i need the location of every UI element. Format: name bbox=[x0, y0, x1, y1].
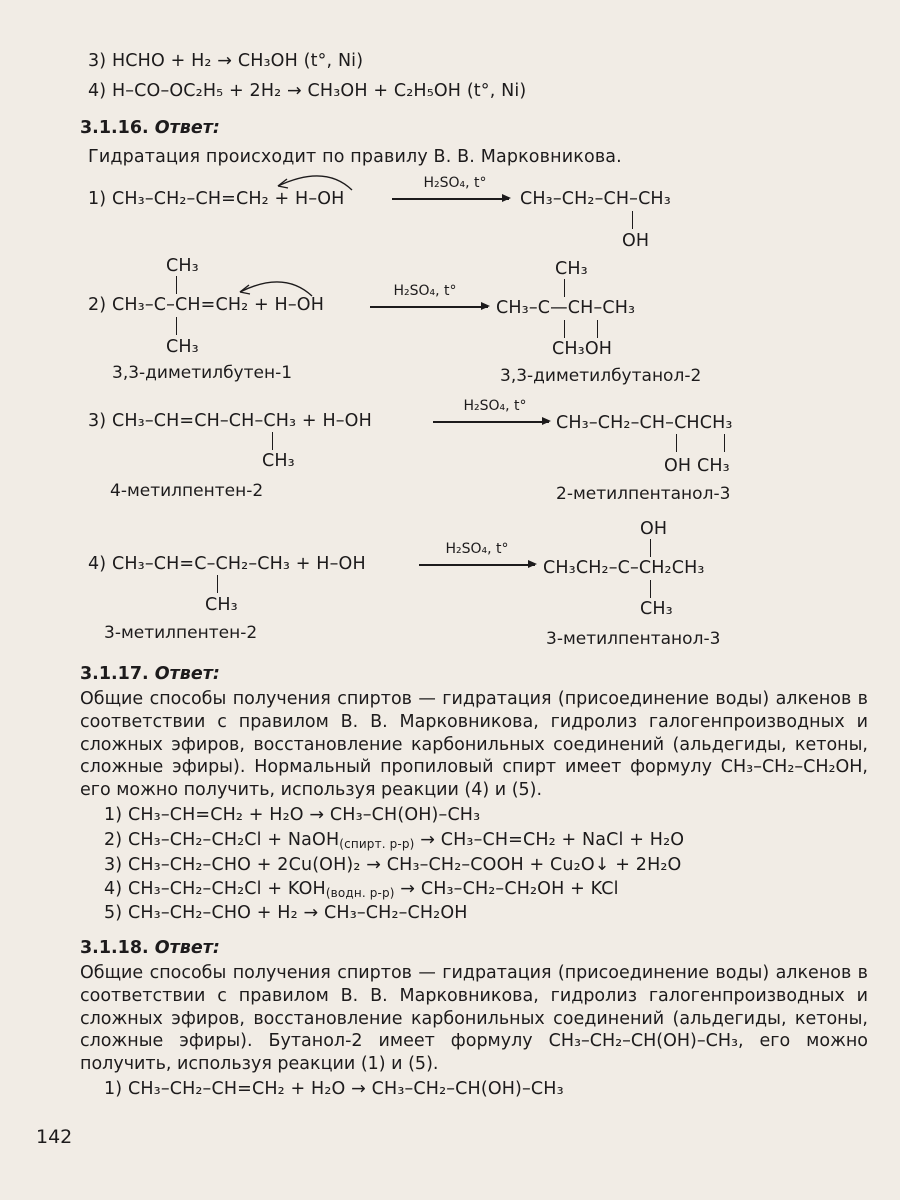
r4-lhs: 4) CH₃–CH=C–CH₂–CH₃ + H–OH bbox=[88, 554, 366, 574]
section-heading-3-1-17 bbox=[80, 663, 220, 685]
r1-conditions: H₂SO₄, t° bbox=[423, 175, 487, 191]
answer-label: Ответ: bbox=[154, 118, 220, 138]
eq-subscript: (спирт. р-р) bbox=[339, 837, 415, 851]
section-number: 3.1.18. bbox=[80, 938, 149, 958]
eq-3-1-18-1: 1) CH₃–CH₂–CH=CH₂ + H₂O → CH₃–CH₂–CH(OH)–CH₃ bbox=[104, 1079, 564, 1099]
r2-name-left: 3,3-диметилбутен-1 bbox=[112, 363, 293, 383]
bond-line bbox=[650, 539, 651, 557]
r4-conditions: H₂SO₄, t° bbox=[445, 541, 509, 557]
bond-line bbox=[597, 320, 598, 338]
bond-line bbox=[176, 317, 177, 335]
r2-conditions: H₂SO₄, t° bbox=[393, 283, 457, 299]
r2-bottom: CH₃ bbox=[166, 337, 199, 357]
r4-lhs-bottom: CH₃ bbox=[205, 595, 238, 615]
eq-subscript: (водн. р-р) bbox=[325, 886, 395, 900]
r1-lhs: 1) CH₃–CH₂–CH=CH₂ + H–OH bbox=[88, 189, 345, 209]
section-heading-3-1-16 bbox=[80, 117, 220, 139]
section-heading-3-1-18 bbox=[80, 937, 220, 959]
r4-rhs-top: OH bbox=[640, 519, 668, 539]
r2-rhs-top: CH₃ bbox=[555, 259, 588, 279]
r3-conditions: H₂SO₄, t° bbox=[463, 398, 527, 414]
r4-name-left: 3-метилпентен-2 bbox=[104, 623, 258, 643]
eq-part: 2) CH₃–CH₂–CH₂Cl + NaOH bbox=[104, 830, 340, 850]
r3-rhs: CH₃–CH₂–CH–CHCH₃ bbox=[556, 413, 733, 433]
answer-label: Ответ: bbox=[154, 664, 220, 684]
r4-rhs: CH₃CH₂–C–CH₂CH₃ bbox=[543, 558, 705, 578]
r3-rhs-bottom: OH CH₃ bbox=[664, 456, 730, 476]
bond-line bbox=[564, 320, 565, 338]
r2-top: CH₃ bbox=[166, 256, 199, 276]
paragraph-3-1-17: Общие способы получения спиртов — гидратация (присоединение воды) алкенов в соответствии с правилом В. В. Марковникова, гидролиз галогенпроизводных и сложных эфиров, восстановление карбонильных соединений (альдегиды, кетоны, сложные эфиры). Нормальный пропиловый спирт имеет формулу CH₃–CH₂–CH₂OH, его можно получить, используя реакции (4) и (5). bbox=[80, 689, 868, 801]
electron-shift-arrow bbox=[232, 272, 322, 302]
r2-name-right: 3,3-диметилбутанол-2 bbox=[500, 366, 702, 386]
eq-3-1-17-5: 5) CH₃–CH₂–CHO + H₂ → CH₃–CH₂–CH₂OH bbox=[104, 903, 468, 923]
bond-line bbox=[176, 276, 177, 294]
r3-name-right: 2-метилпентанол-3 bbox=[556, 484, 731, 504]
r3-arrow bbox=[433, 421, 549, 423]
section-number: 3.1.17. bbox=[80, 664, 149, 684]
r2-rhs-bottom: CH₃OH bbox=[552, 339, 613, 359]
r3-name-left: 4-метилпентен-2 bbox=[110, 481, 264, 501]
paragraph-3-1-18: Общие способы получения спиртов — гидратация (присоединение воды) алкенов в соответствии с правилом В. В. Марковникова, гидролиз галогенпроизводных и сложных эфиров, восстановление карбонильных соединений (альдегиды, кетоны, сложные эфиры). Бутанол-2 имеет формулу CH₃–CH₂–CH(OH)–CH₃, его можно получить, используя реакции (1) и (5). bbox=[80, 963, 868, 1075]
r3-lhs: 3) CH₃–CH=CH–CH–CH₃ + H–OH bbox=[88, 411, 372, 431]
eq-3-1-17-1: 1) CH₃–CH=CH₂ + H₂O → CH₃–CH(OH)–CH₃ bbox=[104, 805, 481, 825]
reaction-line-3: 3) HCHO + H₂ → CH₃OH (t°, Ni) bbox=[88, 51, 364, 71]
intro-text: Гидратация происходит по правилу В. В. Марковникова. bbox=[88, 147, 622, 167]
eq-part: → CH₃–CH=CH₂ + NaCl + H₂O bbox=[414, 830, 685, 850]
r4-rhs-bottom: CH₃ bbox=[640, 599, 673, 619]
r1-rhs: CH₃–CH₂–CH–CH₃ bbox=[520, 189, 671, 209]
electron-shift-arrow bbox=[270, 166, 360, 196]
eq-3-1-17-2 bbox=[104, 829, 684, 851]
r4-arrow bbox=[419, 564, 535, 566]
r2-lhs: 2) CH₃–C–CH=CH₂ + H–OH bbox=[88, 295, 325, 315]
r1-arrow bbox=[392, 198, 509, 200]
bond-line bbox=[217, 575, 218, 593]
bond-line bbox=[724, 434, 725, 452]
section-number: 3.1.16. bbox=[80, 118, 149, 138]
page-number: 142 bbox=[36, 1126, 73, 1148]
r1-oh: OH bbox=[622, 231, 650, 251]
bond-line bbox=[676, 434, 677, 452]
bond-line bbox=[632, 211, 633, 229]
eq-part: 4) CH₃–CH₂–CH₂Cl + KOH bbox=[104, 879, 326, 899]
bond-line bbox=[272, 432, 273, 450]
bond-line bbox=[650, 580, 651, 598]
eq-3-1-17-4 bbox=[104, 878, 619, 900]
eq-3-1-17-3: 3) CH₃–CH₂–CHO + 2Cu(OH)₂ → CH₃–CH₂–COOH + Cu₂O↓ + 2H₂O bbox=[104, 855, 682, 875]
r4-name-right: 3-метилпентанол-3 bbox=[546, 629, 721, 649]
r2-rhs: CH₃–C—CH–CH₃ bbox=[496, 298, 636, 318]
r2-arrow bbox=[370, 306, 488, 308]
answer-label: Ответ: bbox=[154, 938, 220, 958]
eq-part: → CH₃–CH₂–CH₂OH + KCl bbox=[394, 879, 619, 899]
reaction-line-4: 4) H–CO–OC₂H₅ + 2H₂ → CH₃OH + C₂H₅OH (t°, Ni) bbox=[88, 81, 527, 101]
r3-lhs-bottom: CH₃ bbox=[262, 451, 295, 471]
bond-line bbox=[564, 279, 565, 297]
